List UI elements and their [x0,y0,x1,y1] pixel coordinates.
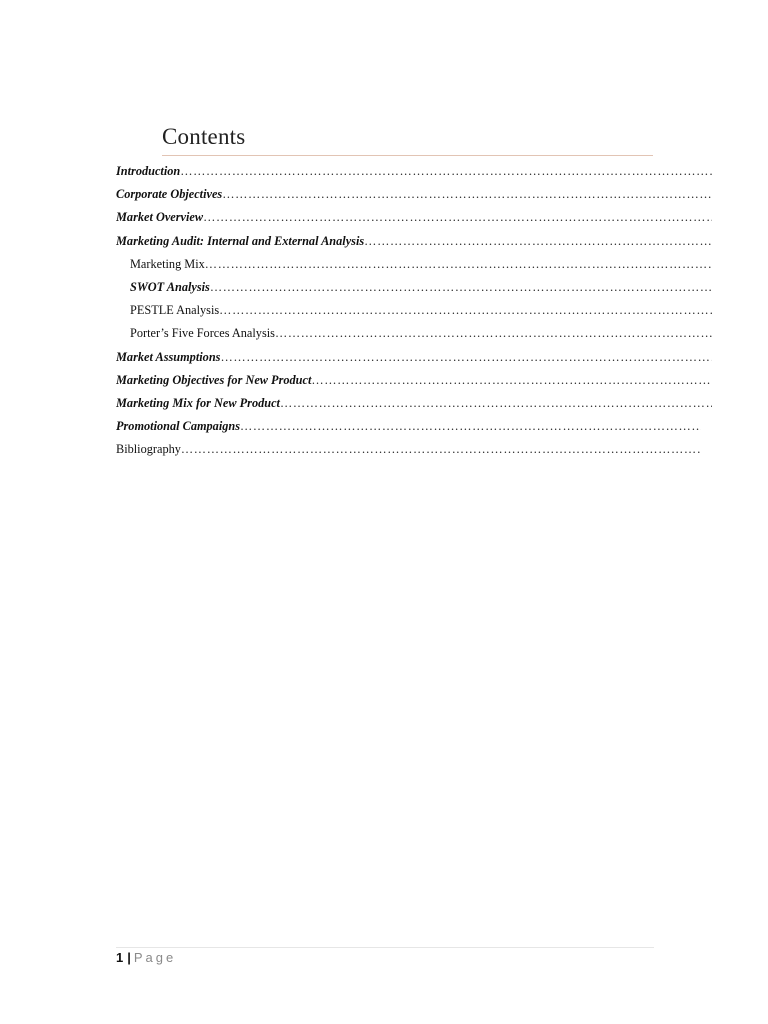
toc-entry-market-assumptions[interactable] [116,346,712,369]
toc-leader-dots [275,322,712,345]
toc-entry-title: PESTLE Analysis [130,303,220,318]
page-label: Page [133,950,177,965]
toc-entry-title: Bibliography [116,442,181,457]
toc-list [116,160,712,461]
toc-entry-title: Marketing Mix for New Product [116,395,280,410]
heading-divider [162,155,653,156]
toc-entry-marketing-objectives[interactable] [116,369,712,392]
toc-entry-title: SWOT Analysis [130,279,210,294]
toc-entry-title: Corporate Objectives [116,187,223,202]
toc-entry-title: Promotional Campaigns [116,419,241,434]
toc-entry-title: Marketing Audit: Internal and External Analysis [116,233,365,248]
toc-entry-title: Porter’s Five Forces Analysis [130,326,275,341]
toc-entry-market-overview[interactable] [116,206,712,229]
toc-entry-title: Marketing Objectives for New Product [116,372,312,387]
toc-leader-dots [210,276,712,299]
toc-leader-dots [311,369,712,392]
toc-entry-porters-five-forces[interactable] [116,322,712,345]
toc-entry-title: Market Assumptions [116,349,221,364]
toc-entry-bibliography[interactable] [116,438,701,461]
page-footer [116,950,176,965]
toc-entry-title: Introduction [116,164,181,178]
toc-leader-dots [181,438,701,461]
toc-heading: Contents [162,124,246,149]
toc-leader-dots [205,253,712,276]
toc-leader-dots [219,299,712,322]
toc-leader-dots [222,183,712,206]
toc-entry-marketing-audit[interactable] [116,230,712,253]
page-number: 1 [116,950,124,965]
toc-leader-dots [203,206,712,229]
toc-entry-title: Market Overview [116,210,204,225]
toc-leader-dots [180,160,712,183]
toc-entry-pestle-analysis[interactable] [116,299,712,322]
toc-entry-marketing-mix-new-product[interactable] [116,392,712,415]
toc-entry-swot-analysis[interactable] [116,276,712,299]
toc-leader-dots [364,230,712,253]
toc-leader-dots [220,346,712,369]
footer-separator: | [127,950,131,965]
footer-divider [116,947,654,948]
toc-entry-title: Marketing Mix [130,256,205,271]
toc-entry-corporate-objectives[interactable] [116,183,712,206]
toc-leader-dots [240,415,701,438]
toc-entry-introduction[interactable] [116,160,712,183]
toc-entry-marketing-mix[interactable] [116,253,712,276]
toc-entry-promotional-campaigns[interactable] [116,415,701,438]
toc-leader-dots [280,392,712,415]
